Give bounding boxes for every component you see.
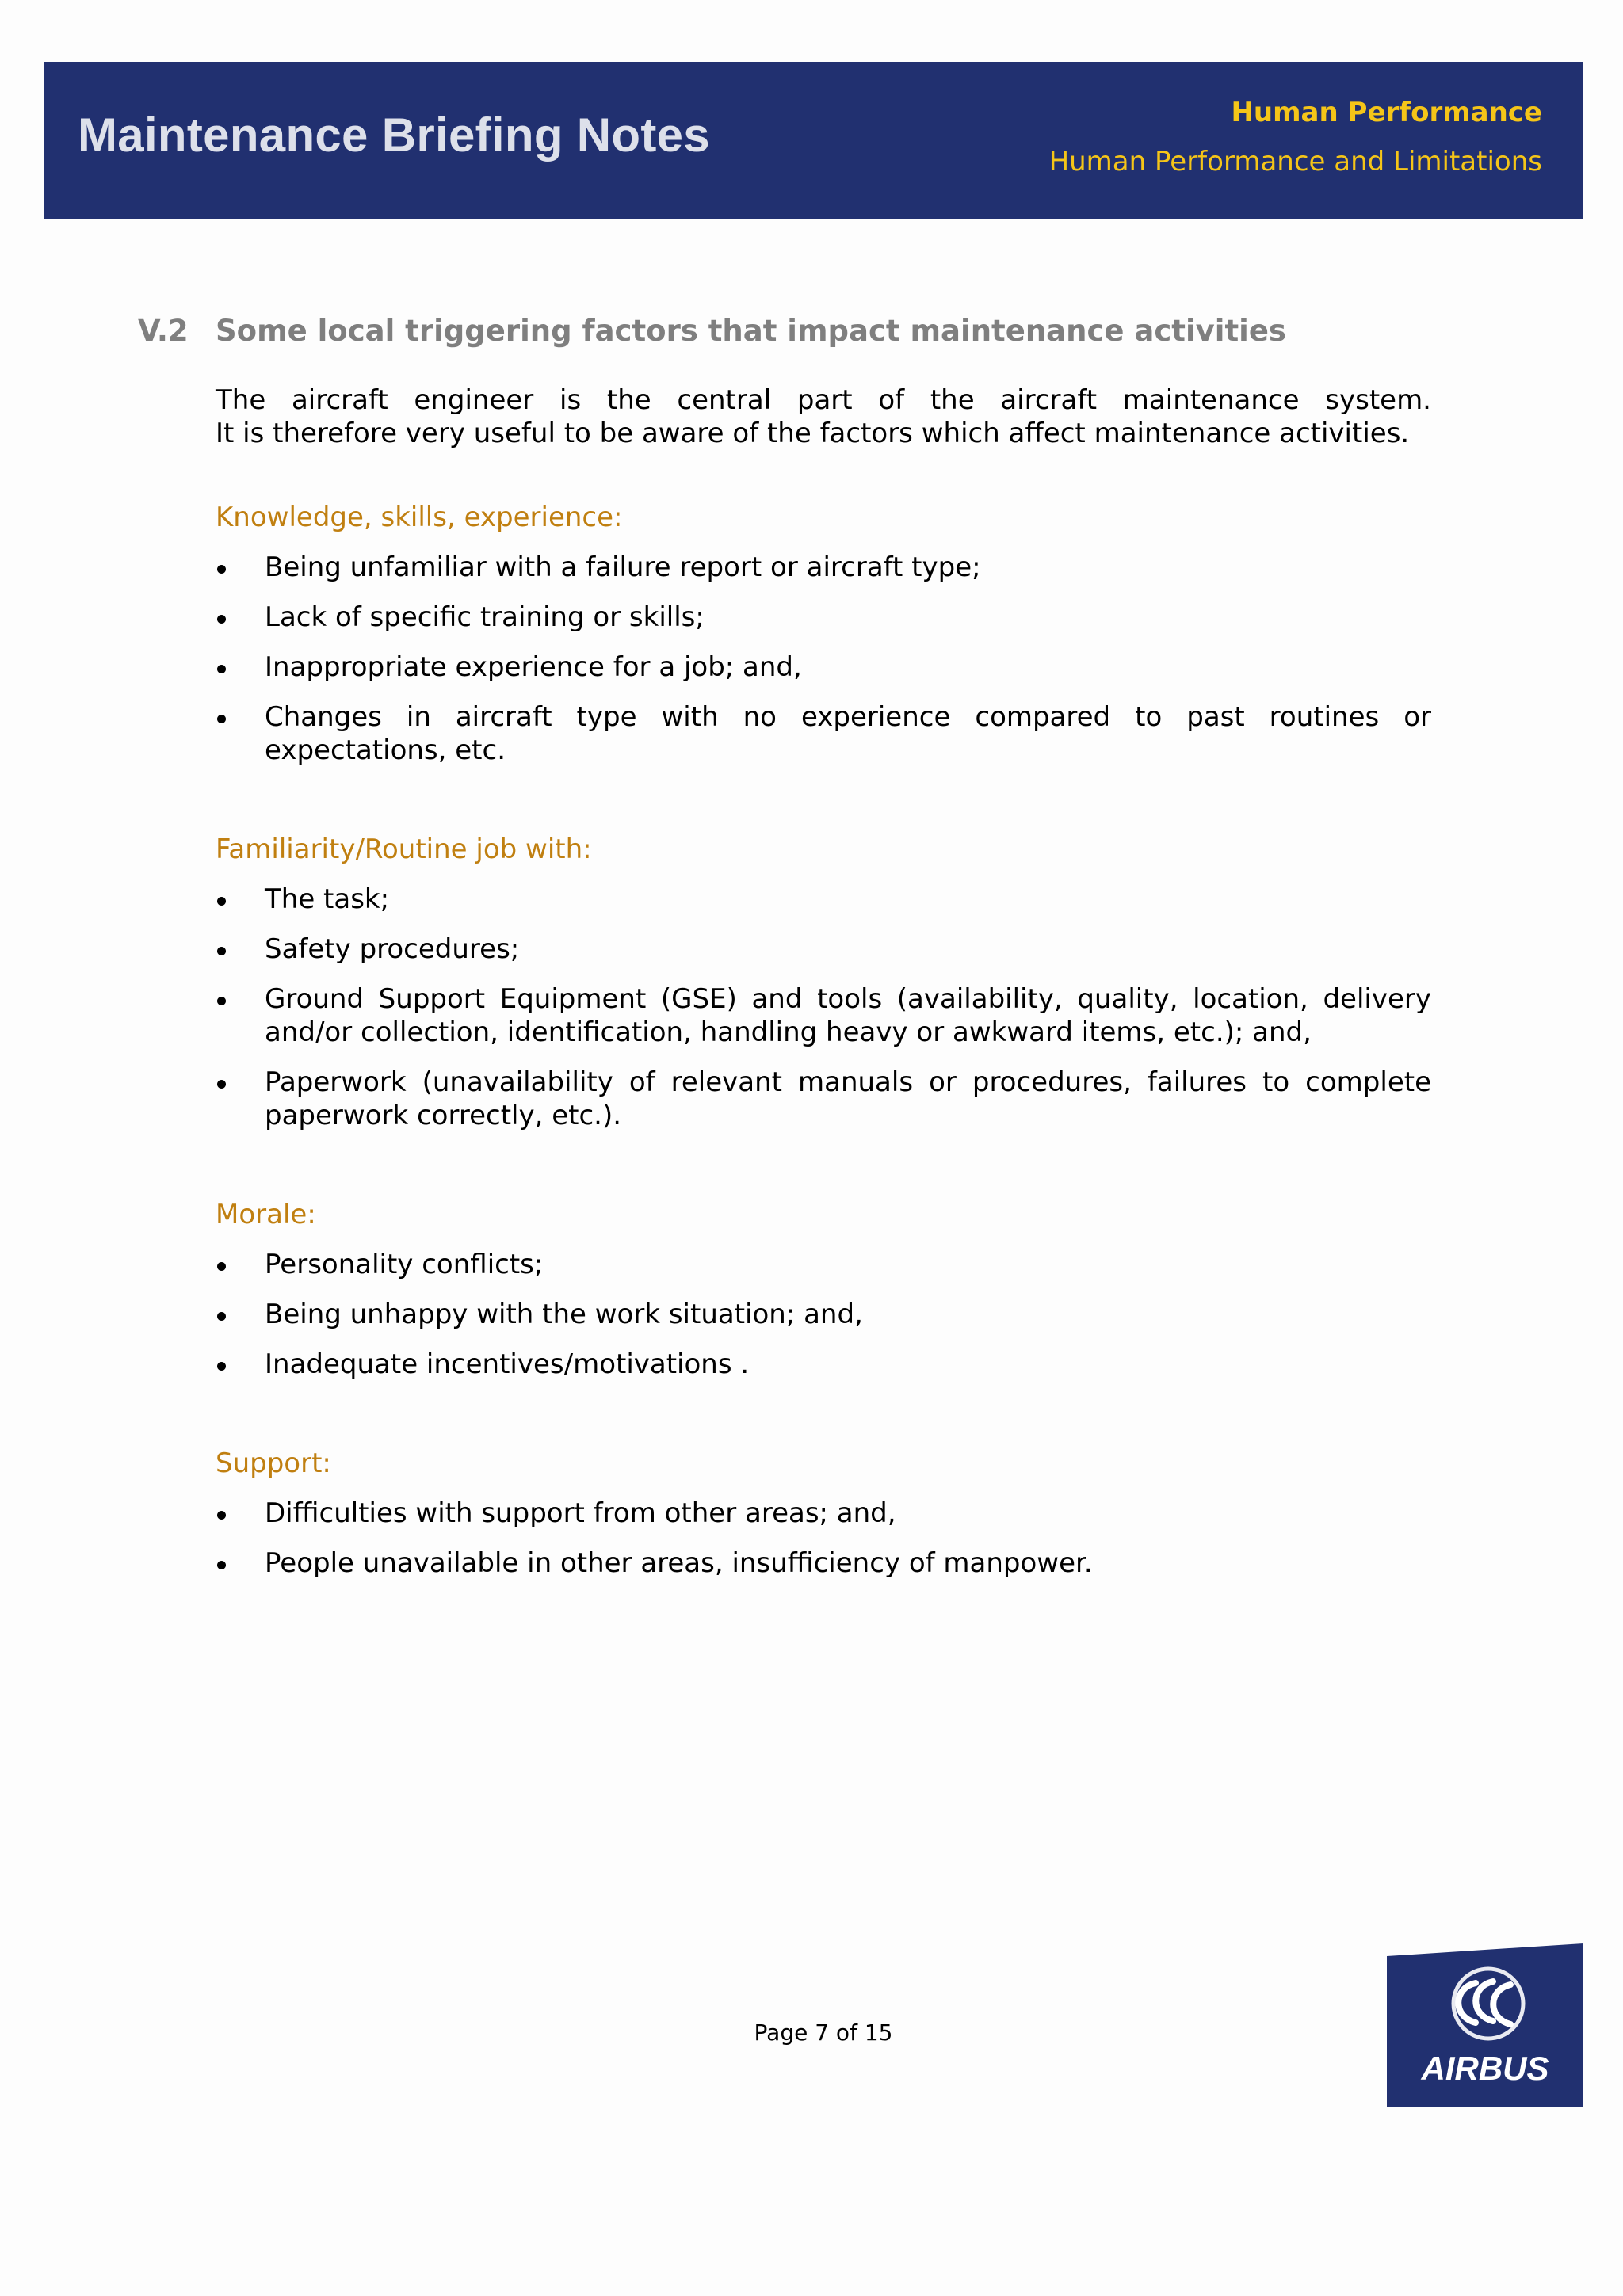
list-item — [216, 601, 1431, 634]
list-item — [216, 982, 1431, 1049]
bullet-icon — [217, 1312, 226, 1321]
bullet-list-familiarity — [216, 883, 1431, 1132]
list-item-text: Ground Support Equipment (GSE) and tools (availability, quality, location, delivery and/or collection, identification, handling heavy or awkward items, etc.); and, — [265, 983, 1431, 1048]
list-item-text: Difficulties with support from other areas; and, — [265, 1497, 896, 1529]
bullet-icon — [217, 1080, 226, 1089]
intro-line-1: The aircraft engineer is the central part of the aircraft maintenance system. — [216, 384, 1431, 416]
subheading-support: Support: — [216, 1447, 331, 1479]
bullet-list-morale — [216, 1248, 1431, 1381]
list-item — [216, 1298, 1431, 1331]
list-item — [216, 1348, 1431, 1381]
bullet-icon — [217, 665, 226, 673]
document-title: Maintenance Briefing Notes — [78, 109, 710, 162]
section-title: Some local triggering factors that impact maintenance activities — [216, 314, 1286, 348]
list-item-text: Lack of specific training or skills; — [265, 601, 705, 633]
bullet-list-support — [216, 1497, 1431, 1580]
list-item-text: Paperwork (unavailability of relevant manuals or procedures, failures to complete paperwork correctly, etc.). — [265, 1066, 1431, 1131]
list-item-text: Being unfamiliar with a failure report or aircraft type; — [265, 551, 981, 583]
list-item-text: Being unhappy with the work situation; and, — [265, 1299, 863, 1330]
list-item — [216, 1547, 1431, 1580]
subheading-morale: Morale: — [216, 1199, 316, 1230]
bullet-icon — [217, 1561, 226, 1569]
list-item-text: Inadequate incentives/motivations . — [265, 1348, 750, 1380]
section-heading — [138, 314, 1286, 348]
page-number: Page 7 of 15 — [754, 2019, 893, 2046]
list-item-text: People unavailable in other areas, insufficiency of manpower. — [265, 1547, 1093, 1579]
section-number: V.2 — [138, 314, 189, 348]
list-item — [216, 933, 1431, 966]
list-item — [216, 700, 1431, 767]
subtopic-label: Human Performance and Limitations — [1048, 146, 1542, 177]
subheading-familiarity: Familiarity/Routine job with: — [216, 833, 592, 865]
list-item — [216, 1066, 1431, 1132]
list-item — [216, 1248, 1431, 1281]
list-item-text: Safety procedures; — [265, 933, 520, 965]
intro-paragraph — [216, 383, 1431, 450]
list-item — [216, 1497, 1431, 1530]
list-item-text: The task; — [265, 883, 390, 915]
list-item — [216, 650, 1431, 684]
list-item — [216, 551, 1431, 584]
main-content — [216, 383, 1431, 1596]
bullet-icon — [217, 565, 226, 574]
intro-line-2: It is therefore very useful to be aware of the factors which affect maintenance activities. — [216, 418, 1410, 449]
bullet-list-knowledge — [216, 551, 1431, 767]
bullet-icon — [217, 897, 226, 906]
subheading-knowledge: Knowledge, skills, experience: — [216, 502, 623, 533]
bullet-icon — [217, 1262, 226, 1271]
bullet-icon — [217, 947, 226, 955]
bullet-icon — [217, 615, 226, 624]
bullet-icon — [217, 997, 226, 1005]
list-item — [216, 883, 1431, 916]
header-banner — [44, 62, 1583, 219]
list-item-text: Inappropriate experience for a job; and, — [265, 651, 802, 683]
topic-label: Human Performance — [1231, 97, 1542, 128]
bullet-icon — [217, 1511, 226, 1520]
list-item-text: Changes in aircraft type with no experience compared to past routines or expectations, etc. — [265, 701, 1431, 766]
airbus-logo — [1387, 1943, 1583, 2107]
list-item-text: Personality conflicts; — [265, 1249, 544, 1280]
bullet-icon — [217, 1362, 226, 1371]
airbus-logo-icon — [1387, 1943, 1583, 2107]
svg-text:AIRBUS: AIRBUS — [1421, 2050, 1549, 2087]
bullet-icon — [217, 715, 226, 723]
